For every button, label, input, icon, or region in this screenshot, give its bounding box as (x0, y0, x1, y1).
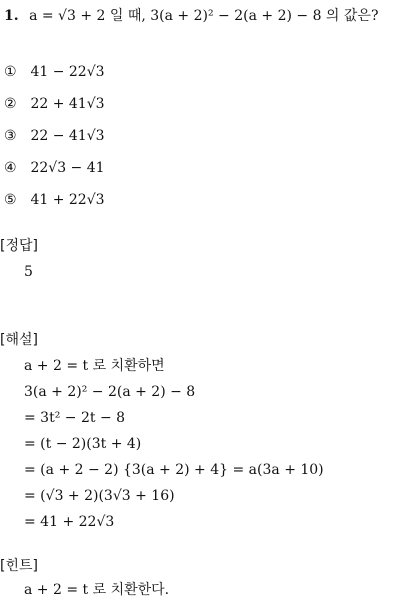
hint-label: [힌트] (0, 558, 38, 574)
choice-4-text: 22√3 − 41 (30, 160, 105, 176)
choice-1-text: 41 − 22√3 (30, 64, 105, 80)
choice-1[interactable] (4, 62, 105, 82)
question-number: 1. (4, 8, 19, 24)
question-text: a = √3 + 2 일 때, 3(a + 2)² − 2(a + 2) − 8 의 값은? (29, 8, 379, 24)
choice-3-text: 22 − 41√3 (30, 128, 105, 144)
choice-3[interactable] (4, 126, 105, 146)
answer-label: [정답] (0, 238, 38, 254)
explanation-line-3: = 3t² − 2t − 8 (24, 410, 126, 426)
choice-1-mark: ① (4, 64, 17, 80)
choice-4-mark: ④ (4, 160, 17, 176)
explanation-line-6: = (√3 + 2)(3√3 + 16) (24, 488, 175, 504)
explanation-line-7: = 41 + 22√3 (24, 514, 115, 530)
choice-2-text: 22 + 41√3 (30, 96, 105, 112)
choice-5-mark: ⑤ (4, 192, 17, 208)
choice-5-text: 41 + 22√3 (30, 192, 105, 208)
explanation-line-1: a + 2 = t 로 치환하면 (24, 358, 165, 374)
choice-4[interactable] (4, 158, 105, 178)
answer-value: 5 (24, 264, 33, 280)
explanation-line-5: = (a + 2 − 2) {3(a + 2) + 4} = a(3a + 10) (24, 462, 324, 478)
hint-text: a + 2 = t 로 치환한다. (24, 582, 170, 598)
explanation-label: [해설] (0, 332, 38, 348)
explanation-line-2: 3(a + 2)² − 2(a + 2) − 8 (24, 384, 196, 400)
explanation-line-4: = (t − 2)(3t + 4) (24, 436, 142, 452)
question (4, 6, 378, 26)
choice-3-mark: ③ (4, 128, 17, 144)
choice-5[interactable] (4, 190, 105, 210)
choice-2[interactable] (4, 94, 105, 114)
choice-2-mark: ② (4, 96, 17, 112)
